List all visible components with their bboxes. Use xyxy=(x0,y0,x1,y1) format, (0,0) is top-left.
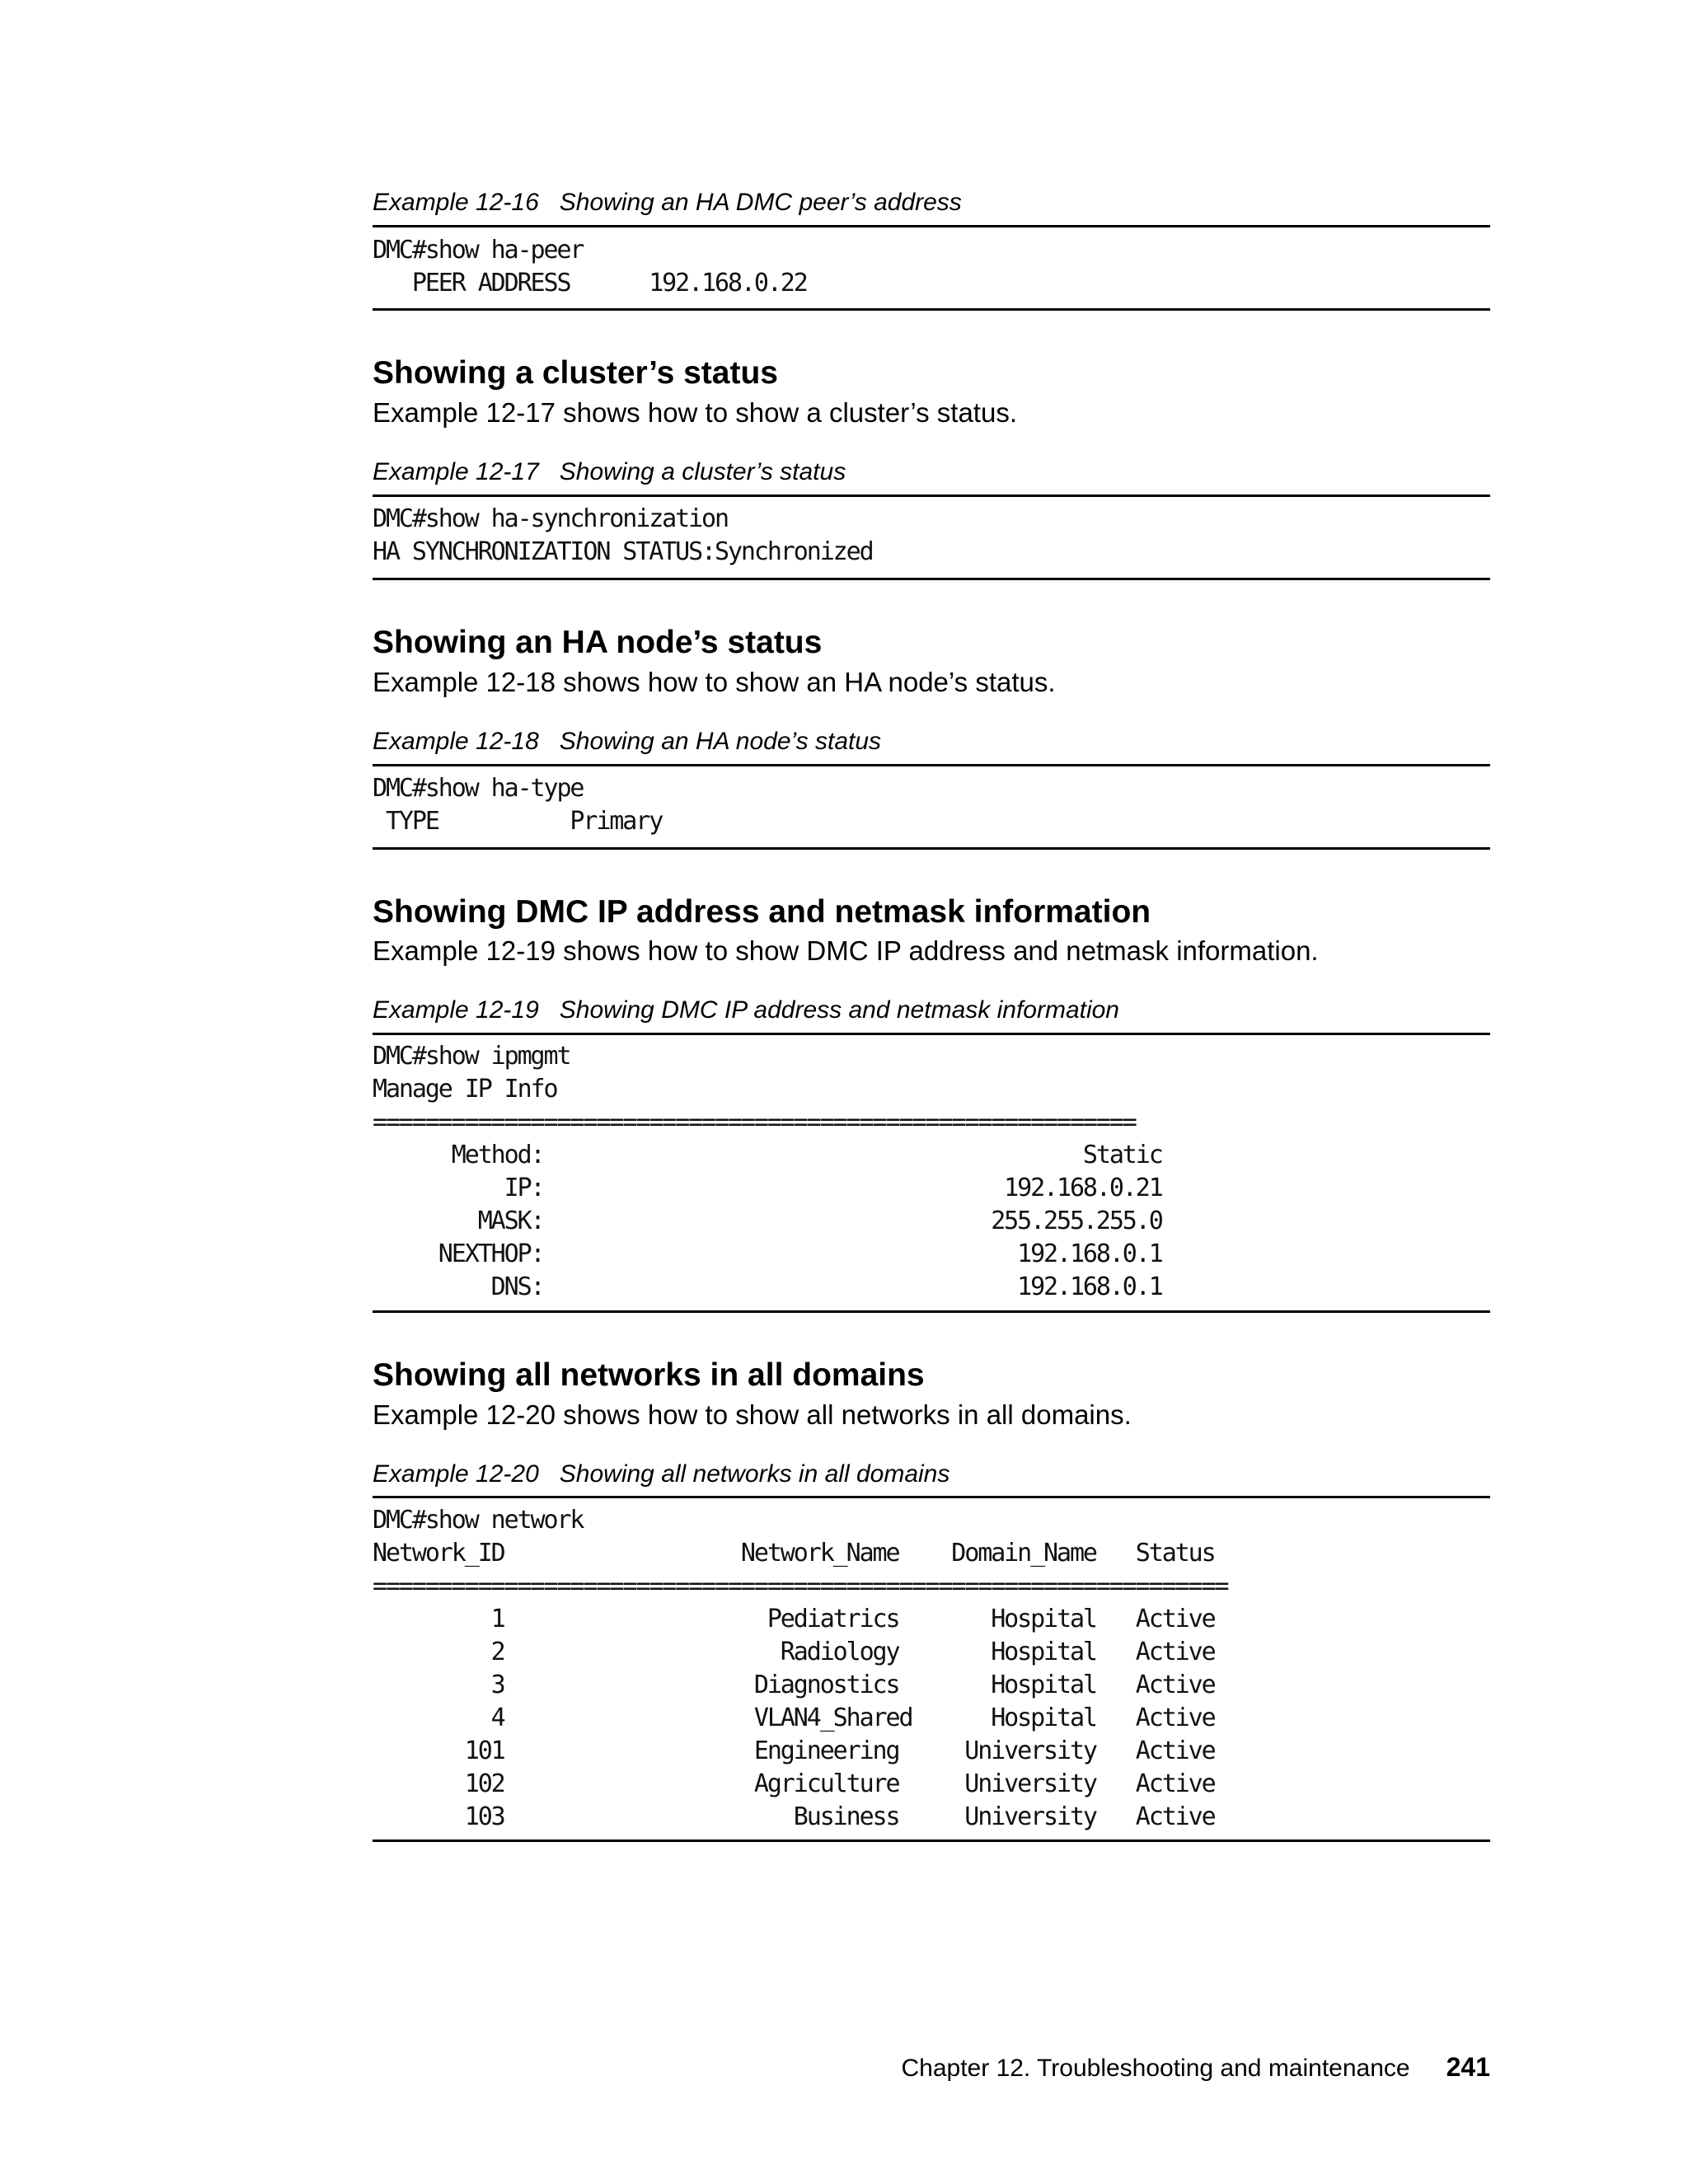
body-paragraph: Example 12-20 shows how to show all networks in all domains. xyxy=(373,1399,1132,1430)
page-footer xyxy=(902,2050,1491,2085)
section-heading: Showing an HA node’s status xyxy=(373,625,823,660)
example-caption: Example 12-19 Showing DMC IP address and netmask information xyxy=(373,996,1119,1024)
code-block: DMC#show network Network_ID Network_Name Domain_Name Status ================================================================= 1 Pediatrics Hospital Active 2 Radiology Hospital Active 3 Diagnostics Hospital Active 4 VLAN4_Shared Hospital Active 101 Engineering University Active 102 Agriculture University Active 103 Business University Active xyxy=(373,1506,1228,1831)
divider xyxy=(373,1033,1490,1035)
divider xyxy=(373,578,1490,580)
divider xyxy=(373,225,1490,227)
example-caption: Example 12-16 Showing an HA DMC peer’s address xyxy=(373,189,962,216)
section-heading: Showing DMC IP address and netmask information xyxy=(373,894,1151,930)
section-heading: Showing a cluster’s status xyxy=(373,355,778,391)
divider xyxy=(373,1840,1490,1842)
divider xyxy=(373,1310,1490,1313)
divider xyxy=(373,847,1490,850)
divider xyxy=(373,494,1490,497)
code-block: DMC#show ipmgmt Manage IP Info ========================================================== Method: Static IP: 192.168.0.21 MASK: 255.255.255.0 NEXTHOP: 192.168.0.1 DNS: 192.168.0.1 xyxy=(373,1042,1162,1301)
code-block: DMC#show ha-peer PEER ADDRESS 192.168.0.22 xyxy=(373,236,807,298)
body-paragraph: Example 12-19 shows how to show DMC IP address and netmask information. xyxy=(373,935,1319,966)
divider xyxy=(373,1496,1490,1498)
example-caption: Example 12-18 Showing an HA node’s status xyxy=(373,728,882,755)
example-caption: Example 12-20 Showing all networks in all domains xyxy=(373,1460,950,1488)
example-caption: Example 12-17 Showing a cluster’s status xyxy=(373,458,846,485)
body-paragraph: Example 12-18 shows how to show an HA node’s status. xyxy=(373,667,1056,697)
page-number: 241 xyxy=(1446,2052,1490,2082)
body-paragraph: Example 12-17 shows how to show a cluster’s status. xyxy=(373,397,1017,428)
code-block: DMC#show ha-type TYPE Primary xyxy=(373,774,663,836)
code-block: DMC#show ha-synchronization HA SYNCHRONIZATION STATUS:Synchronized xyxy=(373,504,873,566)
chapter-title: Chapter 12. Troubleshooting and maintenance xyxy=(901,2055,1410,2082)
divider xyxy=(373,308,1490,311)
section-heading: Showing all networks in all domains xyxy=(373,1357,925,1393)
divider xyxy=(373,764,1490,766)
